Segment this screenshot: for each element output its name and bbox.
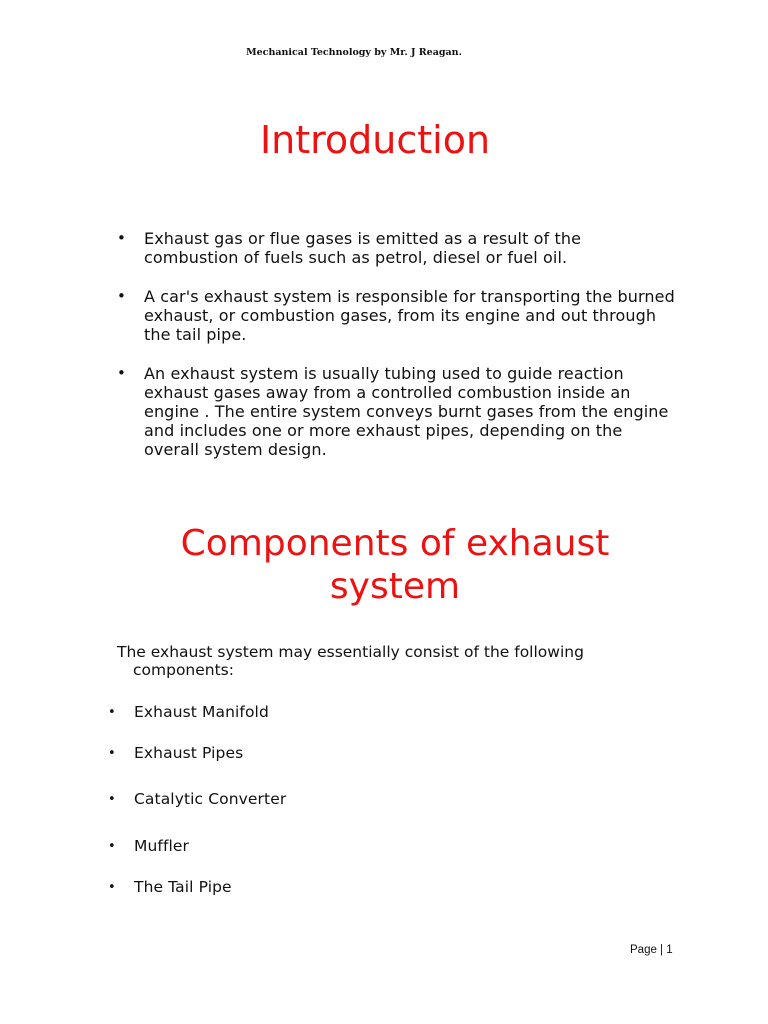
- component-label: Catalytic Converter: [134, 790, 287, 808]
- list-item: [107, 878, 507, 897]
- list-item: [117, 287, 677, 344]
- components-intro-paragraph: [117, 643, 677, 679]
- components-heading: [18, 522, 768, 608]
- components-intro-line1: The exhaust system may essentially consist of the following: [117, 643, 584, 661]
- component-label: Exhaust Pipes: [134, 744, 244, 762]
- list-item: [117, 364, 677, 459]
- list-item-text: An exhaust system is usually tubing used to guide reaction exhaust gases away from a controlled combustion inside an engine . The entire system conveys burnt gases from the engine and includes one or more exhaust pipes, depending on the overall system design.: [144, 364, 669, 459]
- bullet-icon: •: [108, 880, 116, 895]
- list-item: [107, 790, 507, 809]
- page-number: Page | 1: [630, 944, 673, 956]
- bullet-icon: •: [117, 229, 126, 247]
- introduction-list: [117, 229, 677, 480]
- components-heading-line2: system: [329, 566, 461, 607]
- list-item-text: A car's exhaust system is responsible for transporting the burned exhaust, or combustion gases, from its engine and out through the tail pipe.: [144, 287, 675, 344]
- components-list: [107, 703, 507, 897]
- bullet-icon: •: [117, 364, 126, 382]
- list-item: [107, 744, 507, 763]
- introduction-heading: Introduction: [259, 118, 491, 162]
- bullet-icon: •: [117, 287, 126, 305]
- page-header: Mechanical Technology by Mr. J Reagan.: [246, 47, 462, 58]
- list-item-text: Exhaust gas or flue gases is emitted as a result of the combustion of fuels such as petrol, diesel or fuel oil.: [144, 229, 582, 267]
- bullet-icon: •: [108, 705, 116, 720]
- component-label: The Tail Pipe: [134, 878, 232, 896]
- bullet-icon: •: [108, 746, 116, 761]
- components-intro-line2: components:: [133, 661, 234, 679]
- component-label: Muffler: [134, 837, 190, 855]
- list-item: [107, 703, 507, 722]
- bullet-icon: •: [108, 839, 116, 854]
- list-item: [107, 837, 507, 856]
- list-item: [117, 229, 677, 267]
- components-heading-line1: Components of exhaust: [180, 523, 610, 564]
- component-label: Exhaust Manifold: [134, 703, 269, 721]
- bullet-icon: •: [108, 792, 116, 807]
